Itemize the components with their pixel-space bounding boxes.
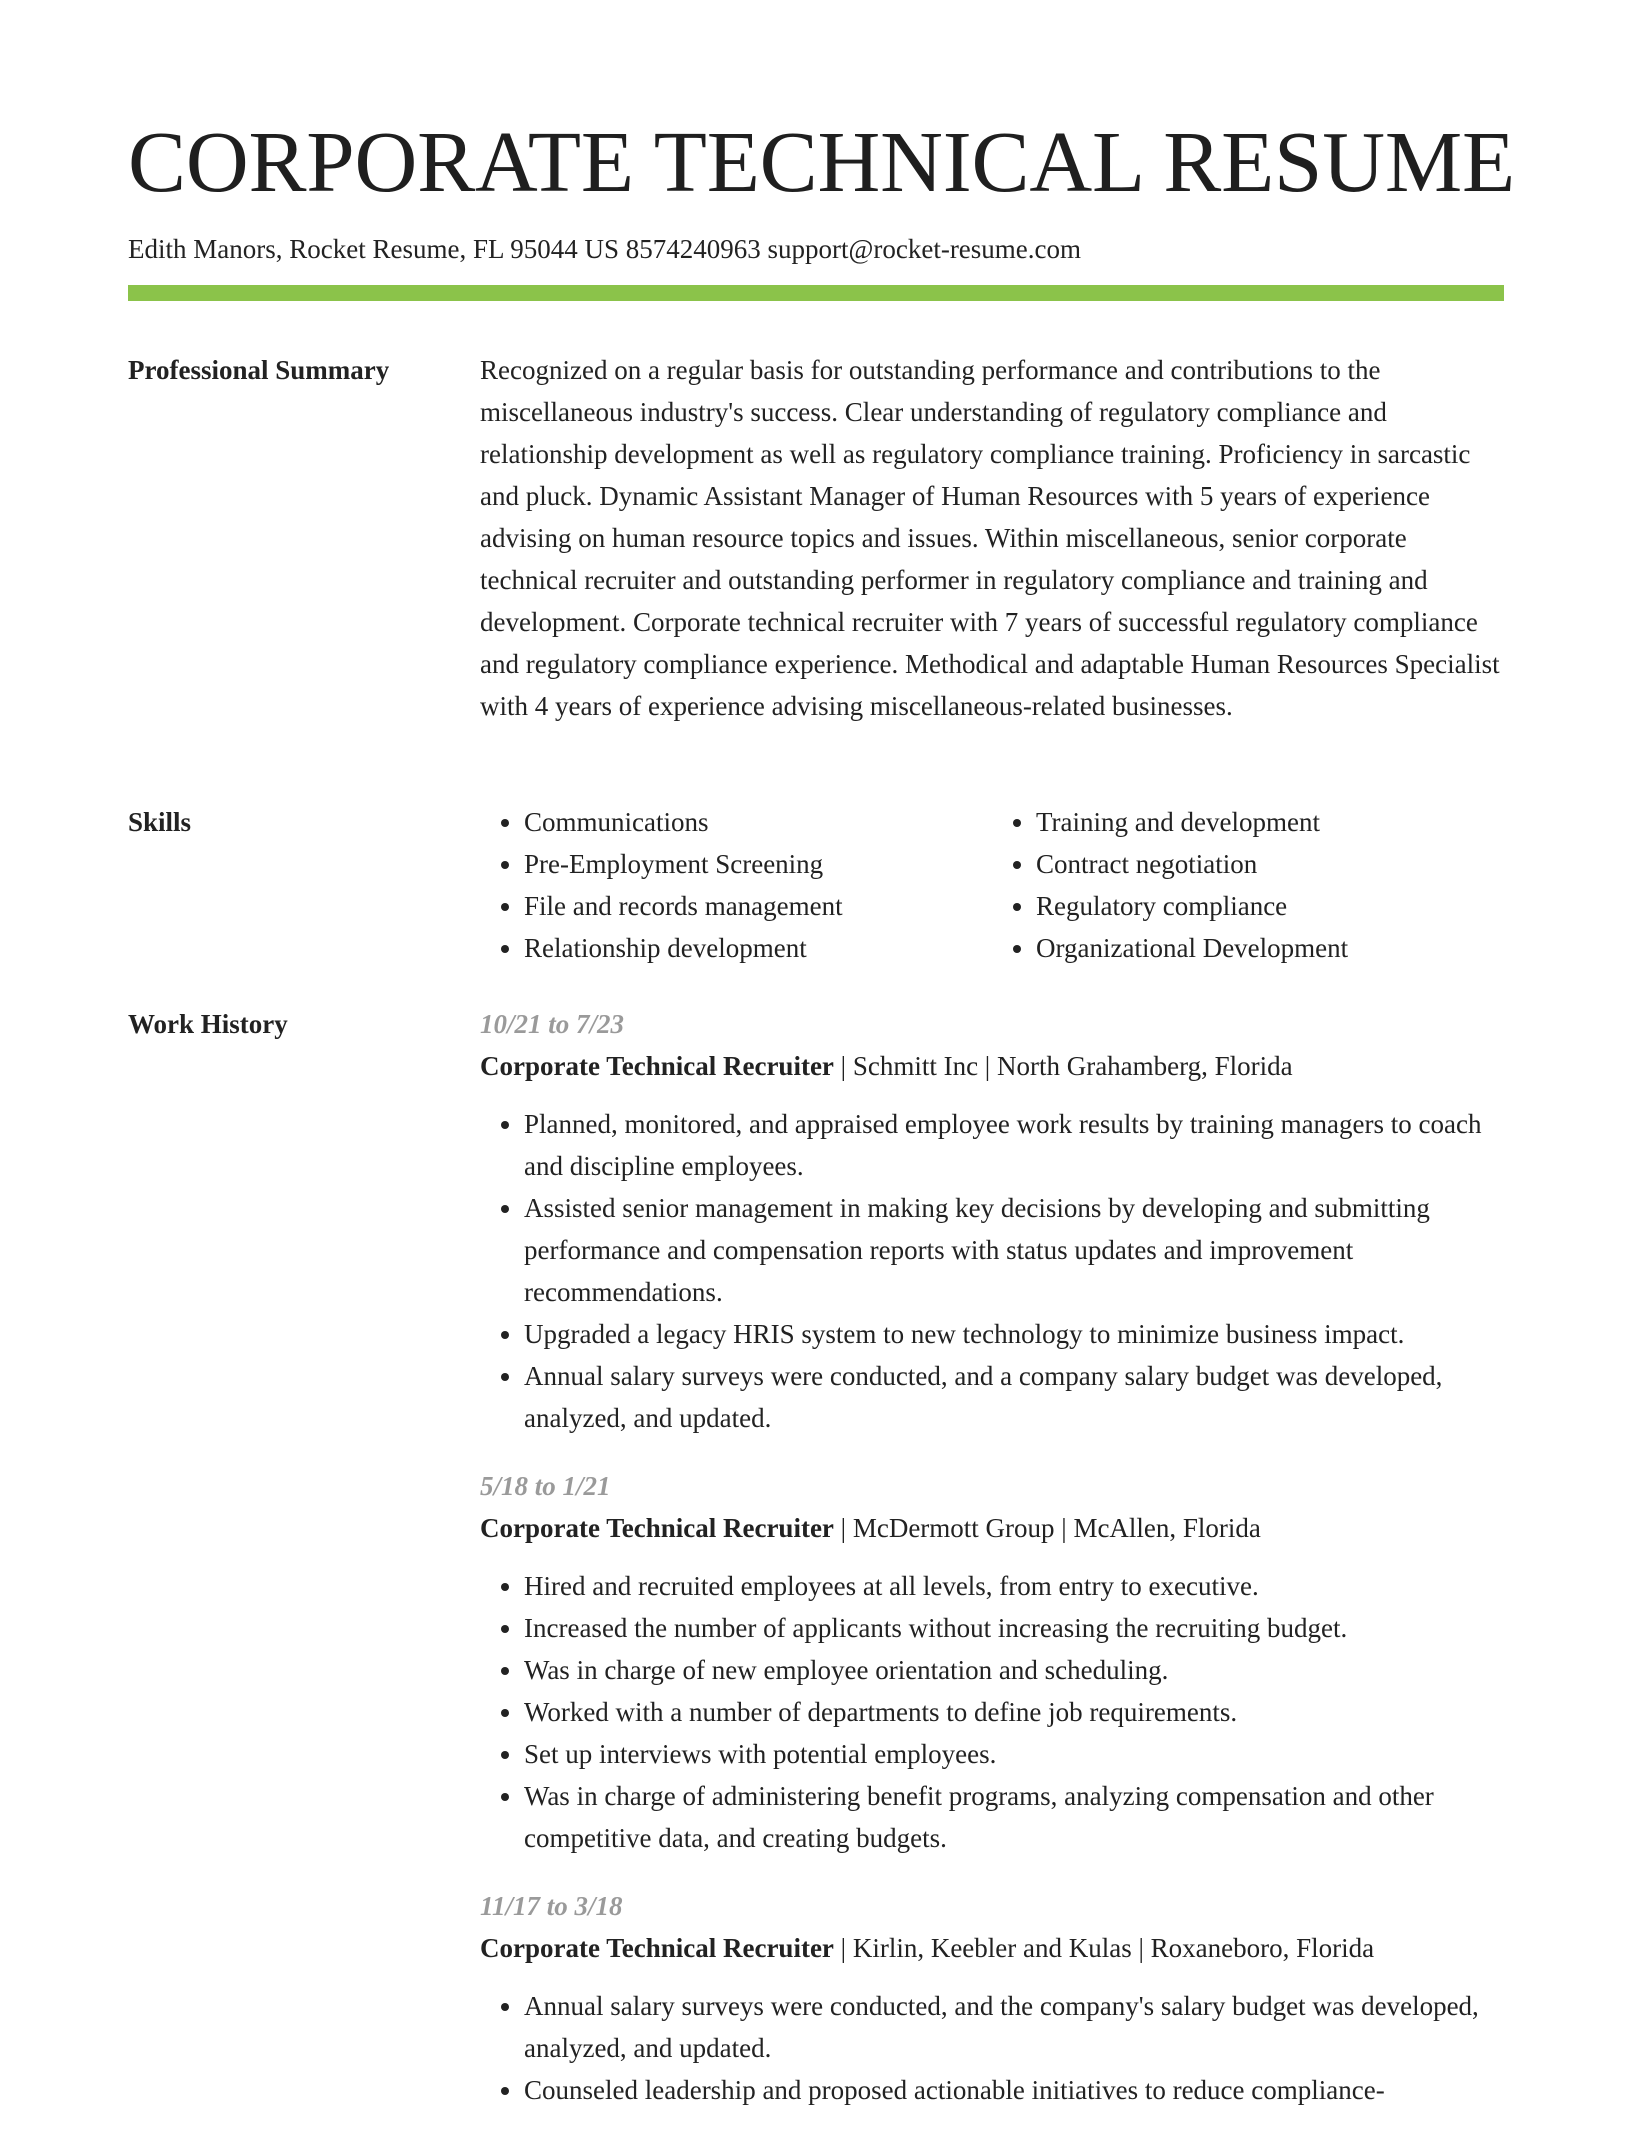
- job-title: Corporate Technical Recruiter: [480, 1933, 834, 1963]
- skill-item: • Contract negotiation: [1036, 843, 1504, 885]
- contact-address: Rocket Resume, FL 95044 US: [289, 234, 626, 264]
- job-details: | Kirlin, Keebler and Kulas | Roxaneboro, Florida: [833, 1933, 1375, 1963]
- job-bullet: • Set up interviews with potential employees.: [524, 1733, 1504, 1775]
- skill-item: • File and records management: [524, 885, 992, 927]
- job-details: | McDermott Group | McAllen, Florida: [833, 1513, 1261, 1543]
- job-entry: [480, 1885, 1504, 2111]
- contact-name: Edith Manors,: [128, 234, 290, 264]
- job-title: Corporate Technical Recruiter: [480, 1513, 834, 1543]
- summary-text: Recognized on a regular basis for outstanding performance and contributions to the miscellaneous industry's success. Clear understanding of regulatory compliance and relationship development as well as regulatory compliance training. Proficiency in sarcastic and pluck. Dynamic Assistant Manager of Human Resources with 5 years of experience advising on human resource topics and issues. Within miscellaneous, senior corporate technical recruiter and outstanding performer in regulatory compliance and training and development. Corporate technical recruiter with 7 years of successful regulatory compliance and regulatory compliance experience. Methodical and adaptable Human Resources Specialist with 4 years of experience advising miscellaneous-related businesses.: [480, 355, 1500, 721]
- skill-item: • Pre-Employment Screening: [524, 843, 992, 885]
- work-body: [480, 1003, 1504, 2137]
- job-dates: 5/18 to 1/21: [480, 1471, 611, 1501]
- job-bullet: • Annual salary surveys were conducted, and a company salary budget was developed, analyzed, and updated.: [524, 1355, 1504, 1439]
- job-bullet: • Hired and recruited employees at all levels, from entry to executive.: [524, 1565, 1504, 1607]
- job-bullets: [480, 1103, 1504, 1439]
- job-dates: 11/17 to 3/18: [480, 1891, 623, 1921]
- job-details: | Schmitt Inc | North Grahamberg, Florida: [833, 1051, 1293, 1081]
- job-bullet: • Upgraded a legacy HRIS system to new technology to minimize business impact.: [524, 1313, 1504, 1355]
- job-bullets: [480, 1565, 1504, 1859]
- header-divider: [128, 285, 1504, 301]
- job-header: [480, 1507, 1504, 1549]
- job-bullet: • Was in charge of new employee orientation and scheduling.: [524, 1649, 1504, 1691]
- contact-phone: 8574240963: [625, 234, 768, 264]
- resume-title: CORPORATE TECHNICAL RESUME: [128, 113, 1515, 210]
- summary-heading: Professional Summary: [128, 355, 390, 385]
- job-header: [480, 1927, 1504, 1969]
- job-bullet: • Assisted senior management in making key decisions by developing and submitting performance and compensation reports with status updates and improvement recommendations.: [524, 1187, 1504, 1313]
- skills-columns: [480, 801, 1504, 969]
- job-bullet: • Increased the number of applicants without increasing the recruiting budget.: [524, 1607, 1504, 1649]
- skills-list-right: [992, 801, 1504, 969]
- skill-item: • Regulatory compliance: [1036, 885, 1504, 927]
- job-title: Corporate Technical Recruiter: [480, 1051, 834, 1081]
- skills-list-left: [480, 801, 992, 969]
- contact-line: [128, 233, 1081, 265]
- contact-email: support@rocket-resume.com: [767, 234, 1082, 264]
- job-bullet: • Counseled leadership and proposed actionable initiatives to reduce compliance-: [524, 2069, 1504, 2111]
- summary-body: [480, 349, 1504, 727]
- skill-item: • Organizational Development: [1036, 927, 1504, 969]
- skill-item: • Training and development: [1036, 801, 1504, 843]
- job-bullet: • Worked with a number of departments to define job requirements.: [524, 1691, 1504, 1733]
- job-dates: 10/21 to 7/23: [480, 1009, 625, 1039]
- job-bullets: [480, 1985, 1504, 2111]
- skills-heading: Skills: [128, 807, 192, 837]
- job-entry: [480, 1465, 1504, 1859]
- job-bullet: • Planned, monitored, and appraised employee work results by training managers to coach and discipline employees.: [524, 1103, 1504, 1187]
- skills-body: [480, 801, 1504, 969]
- job-bullet: • Annual salary surveys were conducted, and the company's salary budget was developed, analyzed, and updated.: [524, 1985, 1504, 2069]
- skill-item: • Relationship development: [524, 927, 992, 969]
- skill-item: • Communications: [524, 801, 992, 843]
- job-entry: [480, 1003, 1504, 1439]
- work-heading: Work History: [128, 1009, 288, 1039]
- job-header: [480, 1045, 1504, 1087]
- job-bullet: • Was in charge of administering benefit programs, analyzing compensation and other competitive data, and creating budgets.: [524, 1775, 1504, 1859]
